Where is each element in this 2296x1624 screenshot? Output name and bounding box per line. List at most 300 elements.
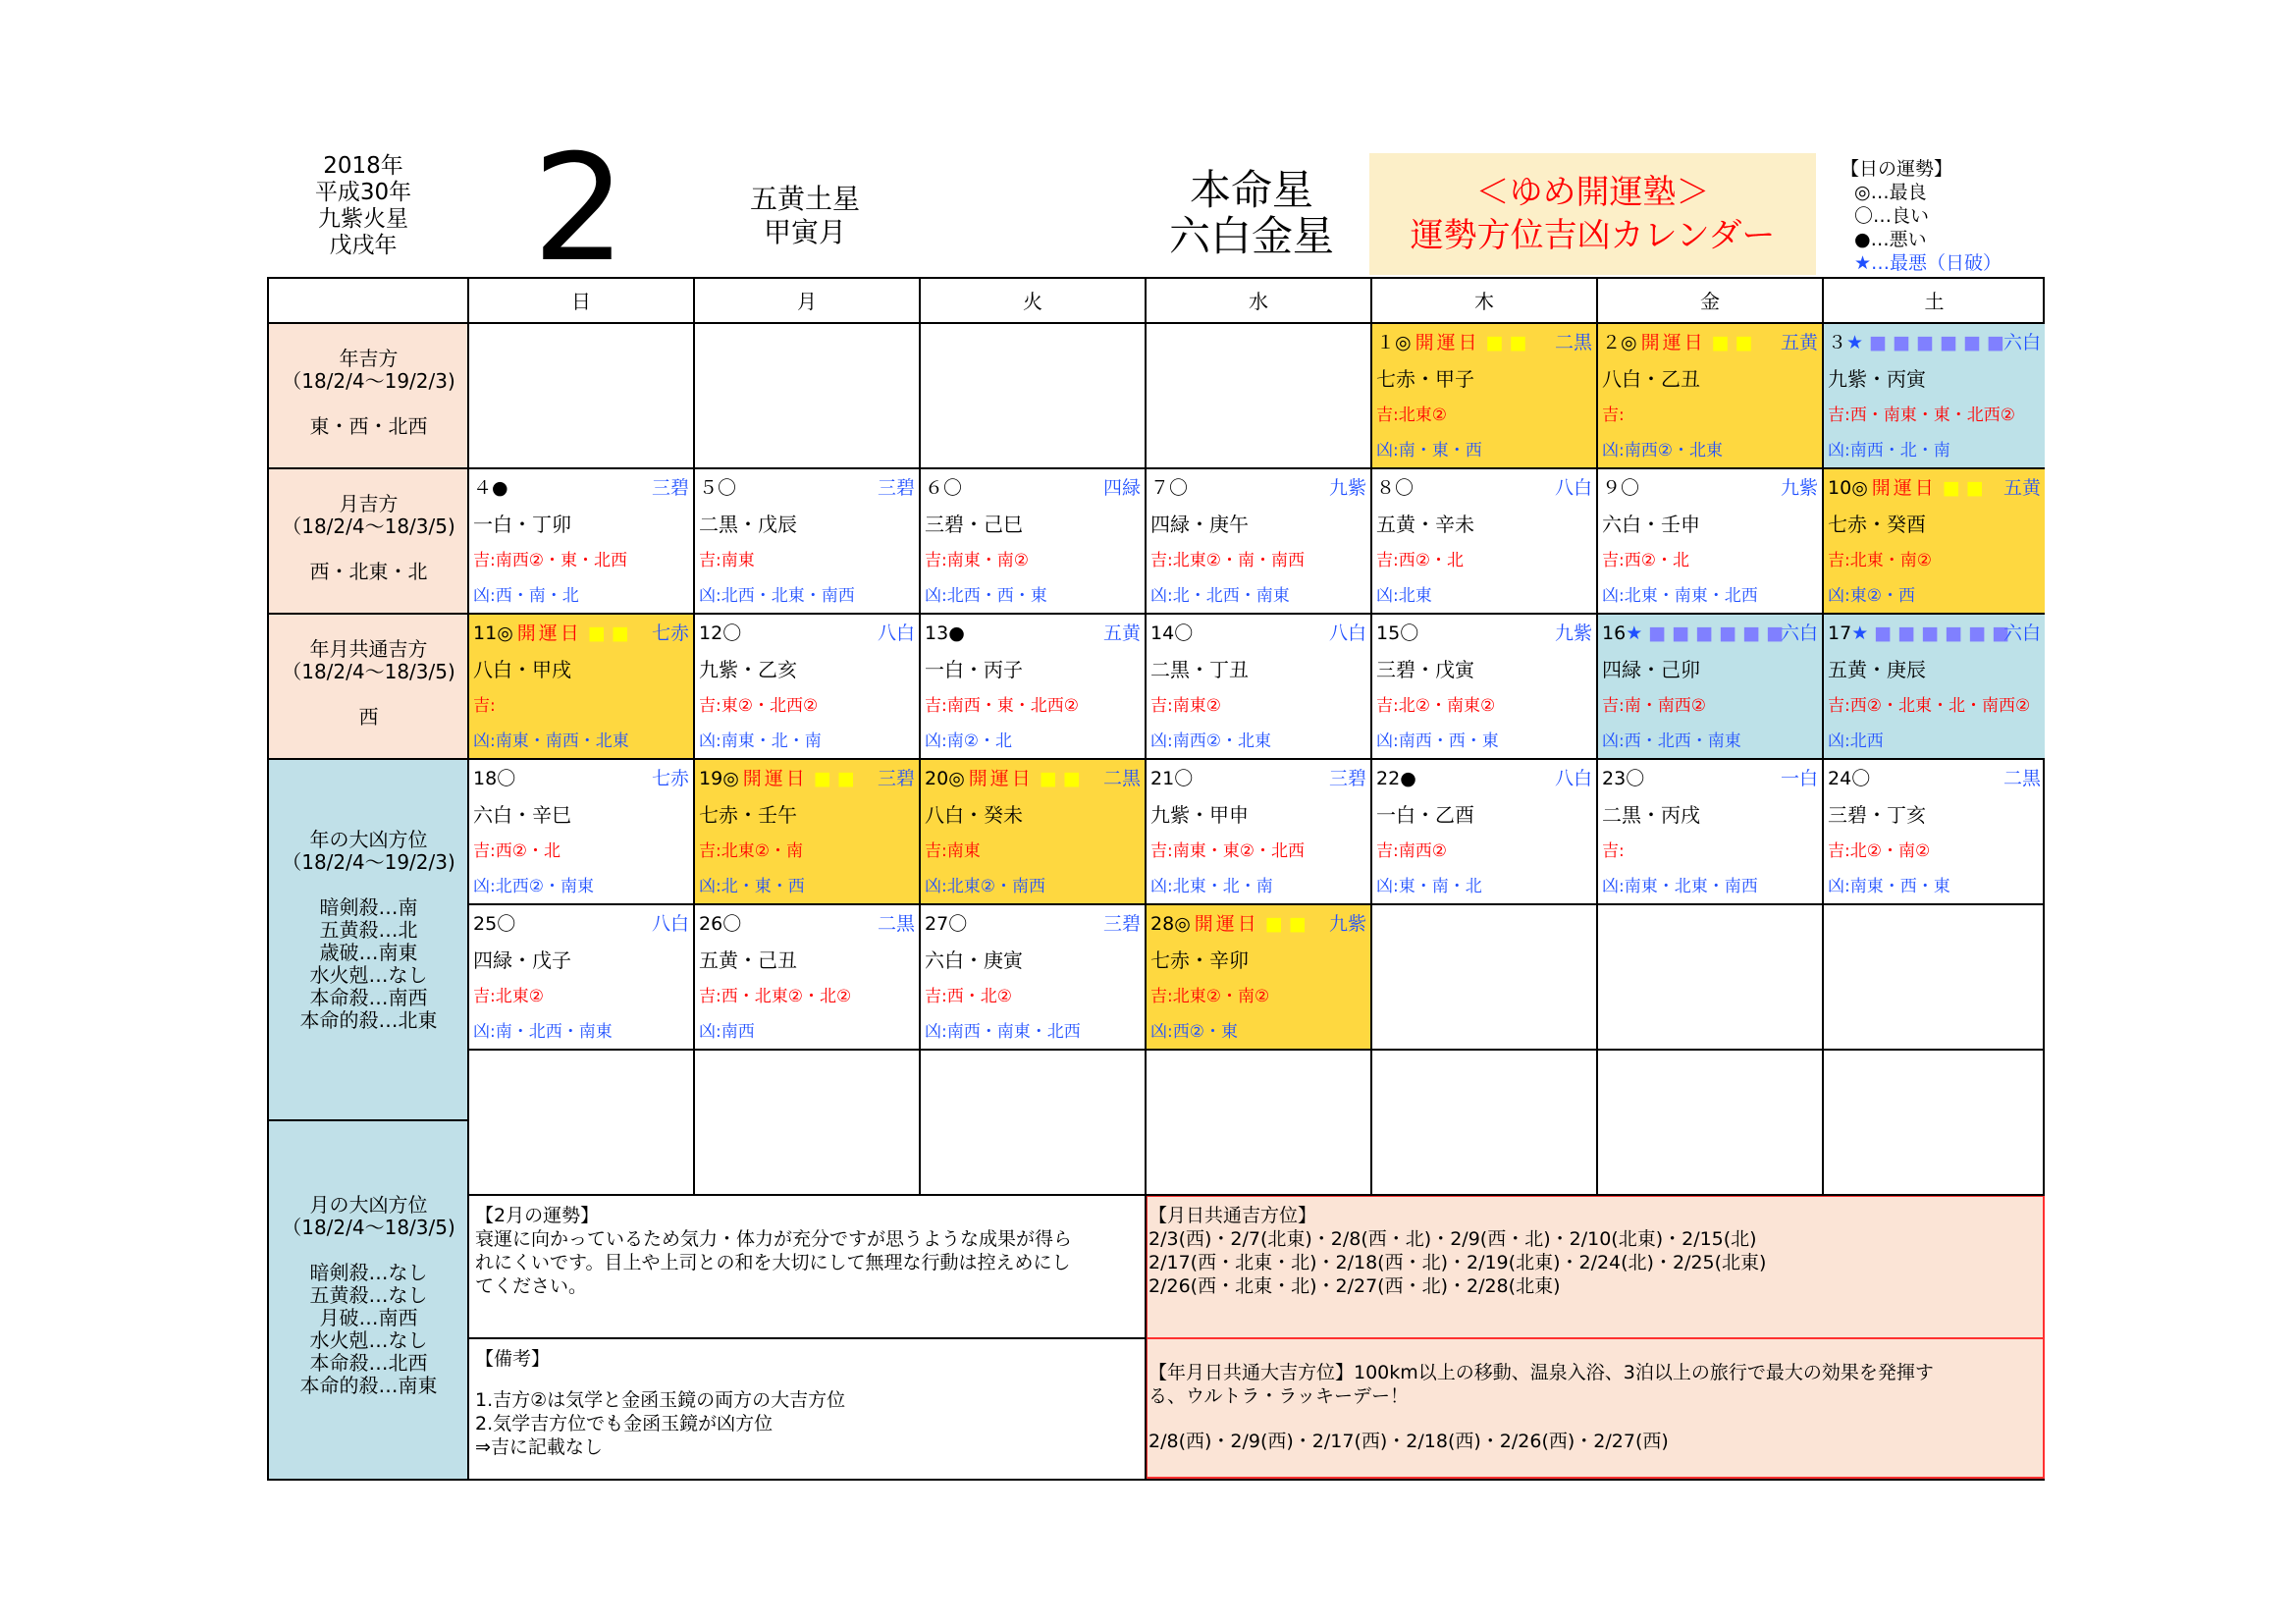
year-line: 九紫火星 (318, 206, 408, 232)
legend-title: 【日の運勢】 (1841, 158, 1953, 180)
kaiun-label: 開運日 (1871, 477, 1937, 499)
day-star: 一白 (1780, 768, 1818, 789)
day-bad-dirs: 凶:南西 (699, 1022, 755, 1042)
kaiun-label: 開運日 (742, 768, 808, 789)
bad-item: 水火剋…なし (309, 1328, 428, 1352)
day-bad-dirs: 凶:南西・南東・北西 (925, 1022, 1081, 1042)
day-bad-dirs: 凶:南東・南西・北東 (473, 731, 629, 751)
mdc-line: 2/3(西)・2/7(北東)・2/8(西・北)・2/9(西・北)・2/10(北東)・2/15(北) (1148, 1228, 1757, 1250)
day-cell (695, 760, 919, 903)
day-good-dirs: 吉:西・南東・東・北西② (1828, 406, 2015, 425)
bad-item: 歳破…南東 (319, 941, 418, 964)
day-mark: 〇 (1395, 477, 1415, 499)
day-number-mark (1602, 766, 1644, 791)
panel-range: （18/2/4～18/3/5) (282, 514, 455, 538)
day-header (699, 911, 915, 937)
deco-squares: ■ ■ (807, 768, 855, 789)
deco-squares: ■ ■ (1705, 332, 1753, 353)
panel-dirs: 西 (358, 705, 379, 729)
day-bad-dirs: 凶:南東・北・南 (699, 731, 822, 751)
ymd-line: る、ウルトラ・ラッキーデー！ (1148, 1385, 1410, 1407)
day-bad-dirs: 凶:南東・北東・南西 (1602, 877, 1758, 896)
day-mark: 〇 (1400, 623, 1419, 644)
day-number: 23 (1602, 768, 1627, 789)
day-bad-dirs: 凶:南・東・西 (1376, 441, 1482, 460)
day-star: 八白 (1554, 768, 1592, 789)
day-stem: 二黒・戊辰 (699, 513, 797, 536)
day-stem: 二黒・丁丑 (1150, 658, 1249, 681)
day-header (925, 621, 1141, 646)
day-good-dirs: 吉:南東 (925, 841, 981, 861)
day-mark: 〇 (497, 913, 516, 935)
notes-title: 【備考】 (475, 1348, 551, 1370)
day-good-dirs: 吉:北東② (1376, 406, 1447, 425)
weekday-tue: 火 (1023, 290, 1042, 313)
fortune-title: 【2月の運勢】 (475, 1205, 600, 1226)
day-header (925, 475, 1141, 501)
ymd-dates: 2/8(西)・2/9(西)・2/17(西)・2/18(西)・2/26(西)・2/27(西) (1148, 1431, 1669, 1452)
day-number-mark (473, 911, 515, 937)
month-lucky-panel (269, 469, 468, 613)
day-bad-dirs: 凶:北西・北東・南西 (699, 586, 855, 606)
fortune-line: てください。 (475, 1275, 588, 1297)
year-info (265, 153, 461, 259)
day-number: 26 (699, 913, 723, 935)
day-bad-dirs: 凶:西・北西・南東 (1602, 731, 1741, 751)
day-stem: 二黒・丙戌 (1602, 803, 1700, 827)
year-line: 戊戌年 (329, 233, 398, 258)
day-mark: 〇 (722, 913, 742, 935)
day-bad-dirs: 凶:北東・北・南 (1150, 877, 1273, 896)
weekday-fri: 金 (1700, 290, 1720, 313)
panel-range: （18/2/4～18/3/5) (282, 660, 455, 683)
bad-item: 本命的殺…南東 (299, 1374, 438, 1397)
day-star: 八白 (1328, 623, 1366, 644)
day-good-dirs: 吉:西・北② (925, 987, 1012, 1006)
day-header (1150, 766, 1366, 791)
day-cell (1372, 324, 1596, 467)
weekday-thu: 木 (1474, 290, 1494, 313)
day-header (473, 766, 689, 791)
day-star: 九紫 (1328, 913, 1366, 935)
month-fortune-box (469, 1196, 1145, 1337)
bad-item: 暗剣殺…南 (319, 895, 418, 919)
day-header (925, 766, 1141, 791)
day-good-dirs: 吉:北②・南東② (1376, 696, 1496, 716)
day-stem: 六白・壬申 (1602, 513, 1700, 536)
deco-squares: ■ ■ (1479, 332, 1527, 353)
day-number-mark (1376, 621, 1418, 646)
day-stem: 九紫・丙寅 (1828, 367, 1926, 391)
panel-range: （18/2/4～19/2/3) (282, 850, 455, 874)
day-star: 七赤 (651, 623, 689, 644)
legend-item: ◎…最良 (1854, 182, 1927, 203)
day-stem: 七赤・壬午 (699, 803, 797, 827)
day-mark: ◎ (1395, 332, 1412, 353)
day-cell (1824, 324, 2045, 467)
day-mark: 〇 (718, 477, 737, 499)
day-number-mark (1376, 766, 1416, 791)
day-mark: ● (492, 477, 508, 499)
day-header (925, 911, 1141, 937)
weekday-wed: 水 (1249, 290, 1268, 313)
day-star: 五黄 (1780, 332, 1818, 353)
day-stem: 一白・丁卯 (473, 513, 571, 536)
day-number: 12 (699, 623, 723, 644)
year-line: 平成30年 (314, 180, 412, 205)
day-star: 二黒 (1554, 332, 1592, 353)
day-header (1150, 475, 1366, 501)
day-good-dirs: 吉:南東・南② (925, 551, 1029, 570)
day-number-mark (1150, 911, 1307, 937)
day-number: 28 (1150, 913, 1175, 935)
day-number: ７ (1150, 477, 1170, 499)
day-bad-dirs: 凶:南西・北・南 (1828, 441, 1950, 460)
day-cell (469, 760, 693, 903)
day-number: 22 (1376, 768, 1401, 789)
day-number: 24 (1828, 768, 1852, 789)
day-good-dirs: 吉:北東② (473, 987, 544, 1006)
day-header (699, 766, 915, 791)
notes-line: 1.吉方②は気学と金函玉鏡の両方の大吉方位 (475, 1389, 846, 1411)
calendar-grid (267, 277, 2045, 1481)
day-bad-dirs: 凶:北西②・南東 (473, 877, 594, 896)
kaiun-label: 開運日 (1640, 332, 1706, 353)
day-header (1602, 621, 1818, 646)
day-number: ８ (1376, 477, 1396, 499)
day-header (1602, 330, 1818, 355)
notes-line: ⇒吉に記載なし (475, 1436, 603, 1458)
day-header (1602, 475, 1818, 501)
day-stem: 九紫・甲申 (1150, 803, 1249, 827)
day-header (1150, 911, 1366, 937)
day-header (699, 475, 915, 501)
day-number-mark (1150, 475, 1188, 501)
kaiun-label: 開運日 (968, 768, 1034, 789)
mdc-line: 2/17(西・北東・北)・2/18(西・北)・2/19(北東)・2/24(北)・2/25(北東) (1148, 1252, 1767, 1273)
day-cell (1598, 324, 1822, 467)
day-star: 三碧 (1102, 913, 1141, 935)
day-header (473, 475, 689, 501)
day-header (1828, 330, 2041, 355)
day-cell (1598, 760, 1822, 903)
day-number-mark (1828, 330, 2004, 355)
day-number: 20 (925, 768, 949, 789)
year-lucky-panel (269, 324, 468, 467)
month-number: 2 (532, 124, 626, 295)
day-bad-dirs: 凶:北東②・南西 (925, 877, 1045, 896)
day-star: 六白 (2002, 332, 2041, 353)
honmei-line: 六白金星 (1168, 212, 1334, 260)
day-good-dirs: 吉:南東 (699, 551, 755, 570)
day-star: 八白 (651, 913, 689, 935)
day-number: ６ (925, 477, 944, 499)
day-bad-dirs: 凶:南西②・北東 (1150, 731, 1271, 751)
day-star: 二黒 (2002, 768, 2041, 789)
day-number-mark (1602, 330, 1753, 355)
day-cell (1598, 469, 1822, 613)
panel-title: 年月共通吉方 (309, 637, 428, 661)
day-number-mark (925, 621, 965, 646)
day-mark: ◎ (1621, 332, 1637, 353)
mdc-title: 【月日共通吉方位】 (1148, 1205, 1317, 1226)
day-number: 21 (1150, 768, 1175, 789)
day-number-mark (473, 475, 508, 501)
day-star: 九紫 (1328, 477, 1366, 499)
day-mark: 〇 (722, 623, 742, 644)
day-number-mark (699, 766, 855, 791)
day-good-dirs: 吉:西②・北東・北・南西② (1828, 696, 2031, 716)
day-bad-dirs: 凶:西・南・北 (473, 586, 579, 606)
legend-item: ●…悪い (1854, 229, 1927, 250)
day-bad-dirs: 凶:北東・南東・北西 (1602, 586, 1758, 606)
day-cell (921, 615, 1145, 758)
day-number-mark (1376, 330, 1527, 355)
day-cell (1147, 615, 1370, 758)
weekday-mon: 月 (797, 290, 817, 313)
day-bad-dirs: 凶:南西②・北東 (1602, 441, 1723, 460)
day-cell (469, 469, 693, 613)
month-star (687, 183, 923, 249)
day-star: 六白 (1780, 623, 1818, 644)
day-number-mark (1602, 475, 1639, 501)
day-stem: 五黄・庚辰 (1828, 658, 1926, 681)
day-good-dirs: 吉: (1602, 841, 1625, 861)
day-bad-dirs: 凶:北西 (1828, 731, 1884, 751)
day-good-dirs: 吉:北東②・南・南西 (1150, 551, 1305, 570)
day-good-dirs: 吉:北東②・南② (1150, 987, 1270, 1006)
panel-range: （18/2/4～19/2/3) (282, 369, 455, 393)
day-bad-dirs: 凶:東・南・北 (1376, 877, 1482, 896)
legend (1841, 157, 2037, 275)
day-good-dirs: 吉:南西②・東・北西 (473, 551, 627, 570)
weekday-sun: 日 (571, 290, 591, 313)
day-bad-dirs: 凶:南東・西・東 (1828, 877, 1950, 896)
day-number: 18 (473, 768, 498, 789)
day-cell (1147, 760, 1370, 903)
day-cell (921, 469, 1145, 613)
day-number: 16 (1602, 623, 1627, 644)
day-number-mark (1828, 475, 1984, 501)
title-line: 運勢方位吉凶カレンダー (1410, 216, 1776, 255)
day-header (1828, 766, 2041, 791)
day-star: 二黒 (877, 913, 915, 935)
day-number-mark (925, 911, 967, 937)
day-number: 17 (1828, 623, 1852, 644)
day-bad-dirs: 凶:南②・北 (925, 731, 1012, 751)
day-good-dirs: 吉:北東・南② (1828, 551, 1932, 570)
day-number-mark (1828, 766, 1870, 791)
panel-range: （18/2/4～18/3/5) (282, 1216, 455, 1239)
day-mark: ★ (1626, 623, 1643, 644)
day-good-dirs: 吉:北東②・南 (699, 841, 803, 861)
day-mark: 〇 (497, 768, 516, 789)
day-number: 11 (473, 623, 498, 644)
day-star: 七赤 (651, 768, 689, 789)
day-good-dirs: 吉:西②・北 (1602, 551, 1689, 570)
day-mark: 〇 (1174, 768, 1194, 789)
month-star-line: 甲寅月 (763, 216, 846, 248)
day-cell (1372, 615, 1596, 758)
day-good-dirs: 吉:西②・北 (1376, 551, 1464, 570)
day-good-dirs: 吉:北②・南② (1828, 841, 1931, 861)
day-good-dirs: 吉:南西② (1376, 841, 1447, 861)
weekday-sat: 土 (1924, 290, 1945, 313)
day-good-dirs: 吉:西②・北 (473, 841, 561, 861)
day-cell (695, 469, 919, 613)
day-number: 15 (1376, 623, 1401, 644)
year-line: 2018年 (323, 153, 403, 179)
day-number-mark (473, 766, 515, 791)
panel-dirs: 東・西・北西 (309, 414, 428, 438)
day-stem: 三碧・丁亥 (1828, 803, 1926, 827)
mdc-line: 2/26(西・北東・北)・2/27(西・北)・2/28(北東) (1148, 1275, 1561, 1297)
day-number-mark (1150, 621, 1193, 646)
day-cell (695, 905, 919, 1049)
year-bad-panel (269, 760, 468, 1119)
day-header (1828, 621, 2041, 646)
fortune-line: れにくいです。目上や上司との和を大切にして無理な行動は控えめにし (475, 1252, 1071, 1273)
day-star: 九紫 (1554, 623, 1592, 644)
day-cell (1147, 469, 1370, 613)
day-bad-dirs: 凶:北東 (1376, 586, 1432, 606)
day-header (1602, 766, 1818, 791)
day-good-dirs: 吉: (1602, 406, 1625, 425)
day-cell (695, 615, 919, 758)
bad-item: 本命的殺…北東 (299, 1008, 438, 1032)
day-stem: 四緑・庚午 (1150, 513, 1249, 536)
day-bad-dirs: 凶:北西・西・東 (925, 586, 1047, 606)
day-mark: 〇 (1621, 477, 1640, 499)
honmei-line: 本命星 (1189, 166, 1313, 214)
day-mark: 〇 (1174, 623, 1194, 644)
day-star: 三碧 (877, 477, 915, 499)
day-bad-dirs: 凶:南・北西・南東 (473, 1022, 613, 1042)
day-stem: 七赤・辛卯 (1150, 948, 1249, 972)
day-stem: 三碧・己巳 (925, 513, 1023, 536)
day-number-mark (1828, 621, 2009, 646)
day-cell (921, 760, 1145, 903)
day-good-dirs: 吉: (473, 696, 496, 716)
day-stem: 八白・甲戌 (473, 658, 571, 681)
bad-item: 五黄殺…なし (309, 1283, 428, 1307)
day-star: 五黄 (2002, 477, 2041, 499)
day-cell (1372, 469, 1596, 613)
day-number: ３ (1828, 332, 1847, 353)
day-cell (469, 615, 693, 758)
day-stem: 三碧・戊寅 (1376, 658, 1474, 681)
day-bad-dirs: 凶:南西・西・東 (1376, 731, 1499, 751)
day-good-dirs: 吉:南西・東・北西② (925, 696, 1079, 716)
day-number: ５ (699, 477, 719, 499)
kaiun-label: 開運日 (1194, 913, 1259, 935)
notes-line: 2.気学吉方位でも金函玉鏡が凶方位 (475, 1413, 774, 1435)
bad-item: 本命殺…南西 (309, 986, 428, 1009)
day-header (1376, 475, 1592, 501)
panel-dirs: 西・北東・北 (309, 560, 428, 583)
day-mark: ● (1400, 768, 1416, 789)
deco-squares: ■ ■ (1936, 477, 1984, 499)
day-header (699, 621, 915, 646)
day-bad-dirs: 凶:西②・東 (1150, 1022, 1238, 1042)
day-star: 九紫 (1780, 477, 1818, 499)
day-mark: 〇 (1626, 768, 1645, 789)
day-mark: 〇 (943, 477, 963, 499)
day-star: 三碧 (651, 477, 689, 499)
day-mark: 〇 (1851, 768, 1871, 789)
legend-item: 〇…良い (1854, 205, 1930, 227)
day-mark: ◎ (497, 623, 513, 644)
deco-squares: ■ ■ ■ ■ ■ ■ (1868, 623, 2010, 644)
panel-title: 月吉方 (339, 492, 399, 515)
deco-squares: ■ ■ ■ ■ ■ ■ (1863, 332, 2005, 353)
day-stem: 七赤・甲子 (1376, 367, 1474, 391)
day-number-mark (699, 475, 736, 501)
notes-box (469, 1339, 1145, 1479)
fortune-line: 衰運に向かっているため気力・体力が充分ですが思うような成果が得ら (475, 1228, 1073, 1250)
day-number: 14 (1150, 623, 1175, 644)
deco-squares: ■ ■ (1033, 768, 1081, 789)
day-bad-dirs: 凶:東②・西 (1828, 586, 1915, 606)
day-header (1376, 621, 1592, 646)
day-mark: ◎ (1174, 913, 1191, 935)
day-stem: 八白・癸未 (925, 803, 1023, 827)
deco-squares: ■ ■ (1258, 913, 1307, 935)
day-stem: 四緑・戊子 (473, 948, 571, 972)
month-bad-panel (269, 1121, 468, 1479)
panel-title: 月の大凶方位 (309, 1193, 428, 1217)
day-number: ２ (1602, 332, 1622, 353)
day-mark: ◎ (948, 768, 965, 789)
day-mark: ★ (1846, 332, 1864, 353)
legend-item: ★…最悪（日破） (1854, 252, 2002, 274)
day-number-mark (699, 911, 741, 937)
day-number: 19 (699, 768, 723, 789)
kaiun-label: 開運日 (1415, 332, 1480, 353)
day-cell (1824, 469, 2045, 613)
bad-item: 五黄殺…北 (319, 918, 418, 942)
day-star: 八白 (877, 623, 915, 644)
day-star: 二黒 (1102, 768, 1141, 789)
day-good-dirs: 吉:西・北東②・北② (699, 987, 852, 1006)
day-number: ９ (1602, 477, 1622, 499)
day-number: 13 (925, 623, 949, 644)
day-bad-dirs: 凶:北・東・西 (699, 877, 805, 896)
common-lucky-panel (269, 615, 468, 758)
kaiun-label: 開運日 (516, 623, 582, 644)
bad-item: 本命殺…北西 (309, 1351, 428, 1375)
day-number-mark (925, 475, 962, 501)
day-stem: 四緑・己卯 (1602, 658, 1700, 681)
day-number: 27 (925, 913, 949, 935)
day-cell (1372, 760, 1596, 903)
bad-item: 月破…南西 (319, 1306, 418, 1329)
day-stem: 六白・庚寅 (925, 948, 1023, 972)
deco-squares: ■ ■ (581, 623, 629, 644)
day-cell (1598, 615, 1822, 758)
day-mark: ● (948, 623, 965, 644)
day-good-dirs: 吉:南・南西② (1602, 696, 1706, 716)
day-stem: 一白・丙子 (925, 658, 1023, 681)
day-number-mark (1602, 621, 1784, 646)
day-star: 三碧 (877, 768, 915, 789)
day-good-dirs: 吉:東②・北西② (699, 696, 819, 716)
day-cell (469, 905, 693, 1049)
month-star-line: 五黄土星 (749, 183, 860, 215)
day-number: 10 (1828, 477, 1852, 499)
honmei-star (1129, 167, 1374, 259)
day-cell (1824, 760, 2045, 903)
